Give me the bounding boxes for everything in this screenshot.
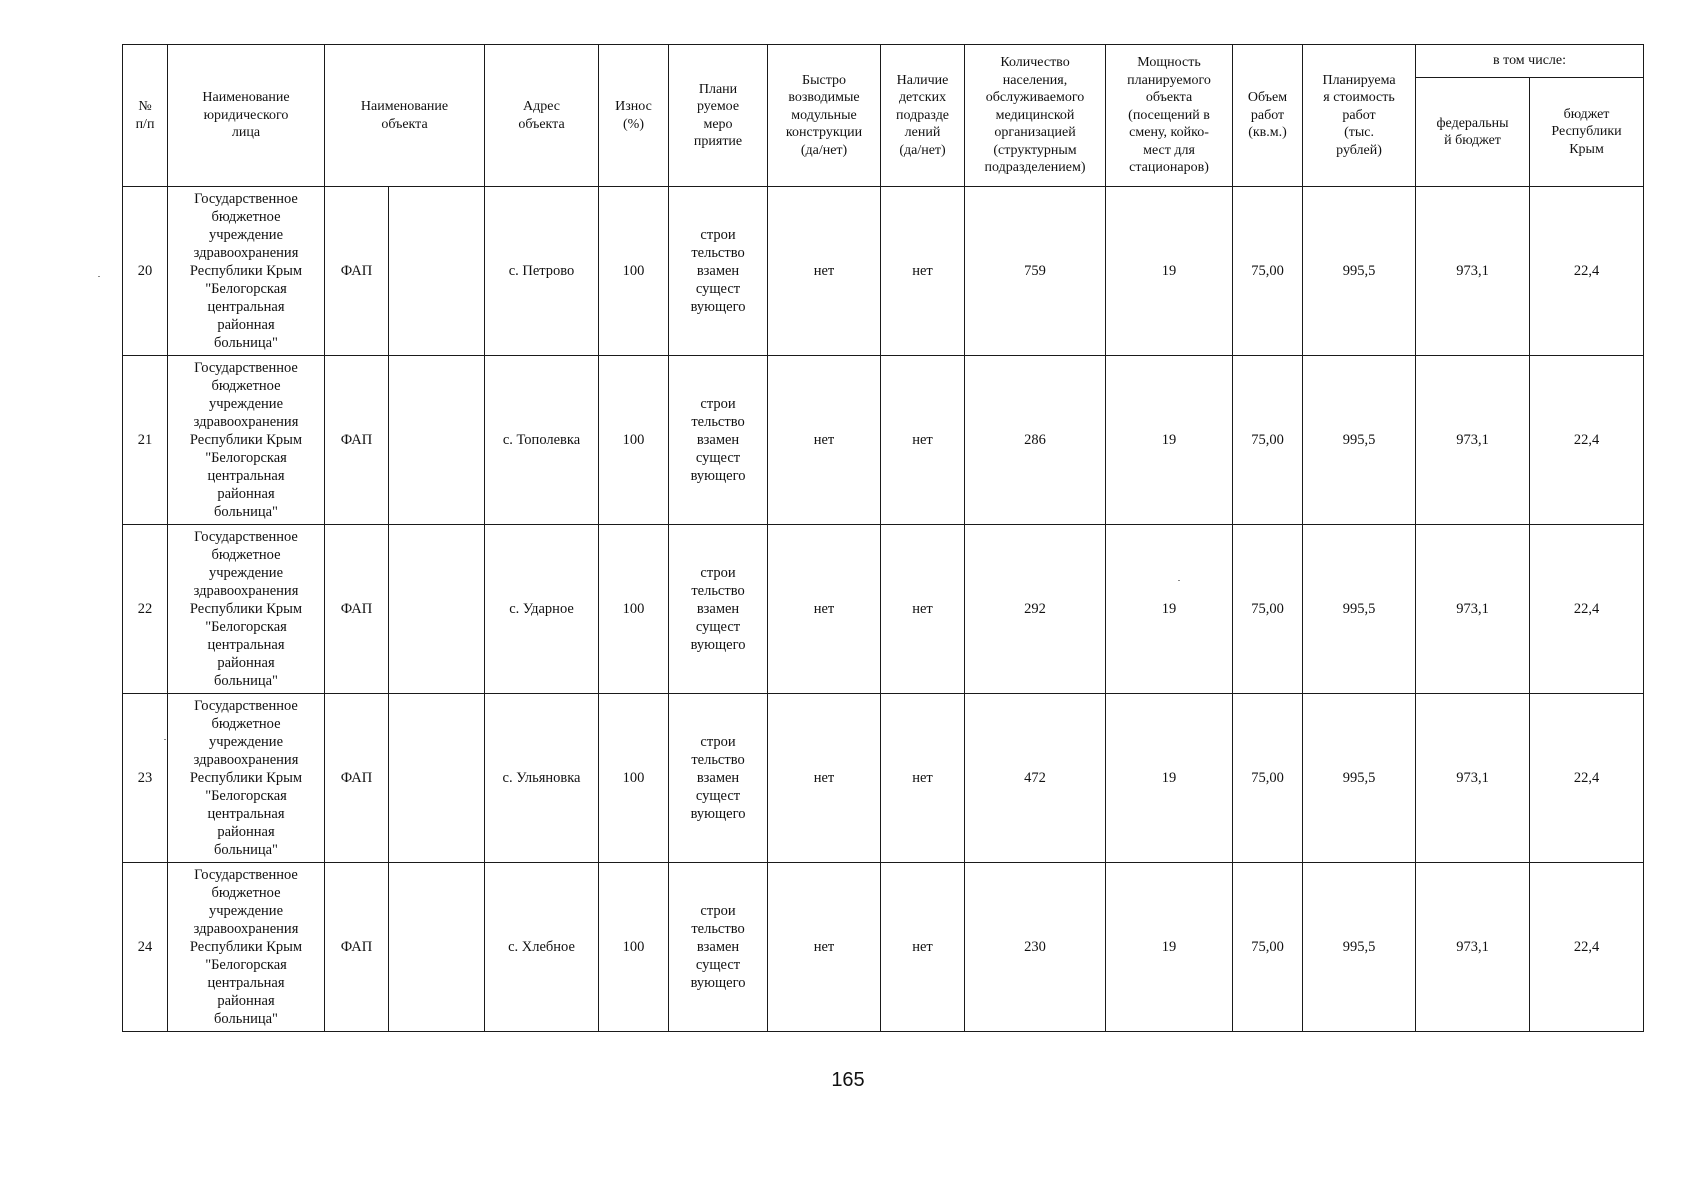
legal-entity-name: Государственное бюджетное учреждение здравоохранения Республики Крым "Белогорская центральная районная больница" <box>189 867 303 1027</box>
federal-budget-cell <box>1416 356 1530 525</box>
object-detail-cell <box>389 356 485 525</box>
header-including: в том числе: <box>1416 45 1644 78</box>
children-units-cell <box>881 694 965 863</box>
crimea-budget-cell <box>1530 187 1644 356</box>
object-type: ФАП <box>340 263 373 279</box>
row-number-cell <box>123 356 168 525</box>
object-type: ФАП <box>340 939 373 955</box>
planned-cost-cell <box>1303 187 1416 356</box>
object-type-cell <box>325 187 389 356</box>
header-population: Количество населения, обслуживаемого медицинской организацией (структурным подразделением) <box>965 45 1106 187</box>
object-address-cell <box>485 187 599 356</box>
header-measure: Плани руемое меро приятие <box>669 45 768 187</box>
planned-capacity-cell <box>1106 187 1233 356</box>
planned-cost: 995,5 <box>1342 939 1376 955</box>
header-cost: Планируема я стоимость работ (тыс. рублей) <box>1303 45 1416 187</box>
object-type-cell <box>325 694 389 863</box>
population-served: 292 <box>1024 601 1046 617</box>
federal-budget-cell <box>1416 694 1530 863</box>
page-number: 165 <box>831 1069 865 1091</box>
children-units: нет <box>912 770 933 786</box>
crimea-budget: 22,4 <box>1573 601 1600 617</box>
modular-constructions-cell <box>768 356 881 525</box>
wear-percent-cell <box>599 694 669 863</box>
header-federal: федеральны й бюджет <box>1416 78 1530 187</box>
table-row <box>123 187 1644 356</box>
planned-cost: 995,5 <box>1342 263 1376 279</box>
legal-entity-name: Государственное бюджетное учреждение здравоохранения Республики Крым "Белогорская центральная районная больница" <box>189 360 303 520</box>
work-volume-cell <box>1233 356 1303 525</box>
object-detail-cell <box>389 694 485 863</box>
federal-budget: 973,1 <box>1456 263 1489 279</box>
population-served: 286 <box>1024 432 1046 448</box>
row-number-cell <box>123 863 168 1032</box>
object-address: с. Петрово <box>508 263 575 279</box>
row-number: 21 <box>137 432 153 448</box>
work-volume-cell <box>1233 863 1303 1032</box>
planned-capacity: 19 <box>1161 770 1177 786</box>
children-units: нет <box>912 601 933 617</box>
modular-constructions: нет <box>813 601 835 617</box>
header-children: Наличие детских подразде лений (да/нет) <box>881 45 965 187</box>
object-type-cell <box>325 863 389 1032</box>
federal-budget: 973,1 <box>1456 432 1489 448</box>
population-served: 472 <box>1024 770 1046 786</box>
object-address: с. Тополевка <box>502 432 581 448</box>
header-crimea-budget: бюджет Республики Крым <box>1530 78 1644 187</box>
object-type-cell <box>325 525 389 694</box>
object-address: с. Ударное <box>509 601 574 617</box>
planned-measure-cell <box>669 863 768 1032</box>
work-volume: 75,00 <box>1251 263 1284 279</box>
scan-speck <box>164 739 166 740</box>
table-row <box>123 694 1644 863</box>
planned-capacity: 19 <box>1161 601 1177 617</box>
children-units-cell <box>881 187 965 356</box>
scan-speck <box>98 276 100 277</box>
header-modular: Быстро возводимые модульные конструкции (да/нет) <box>768 45 881 187</box>
work-volume-cell <box>1233 694 1303 863</box>
wear-percent-cell <box>599 525 669 694</box>
planned-cost: 995,5 <box>1342 432 1376 448</box>
planned-measure: строи тельство взамен сущест вующего <box>690 396 746 484</box>
crimea-budget: 22,4 <box>1573 432 1600 448</box>
header-num: № п/п <box>123 45 168 187</box>
facilities-table <box>122 44 1644 1032</box>
object-type: ФАП <box>340 770 373 786</box>
wear-percent-cell <box>599 863 669 1032</box>
wear-percent: 100 <box>622 263 645 279</box>
crimea-budget: 22,4 <box>1573 263 1600 279</box>
object-type: ФАП <box>340 601 373 617</box>
planned-capacity: 19 <box>1161 263 1177 279</box>
planned-cost: 995,5 <box>1342 601 1376 617</box>
crimea-budget-cell <box>1530 356 1644 525</box>
modular-constructions: нет <box>813 770 835 786</box>
header-legal-name: Наименование юридического лица <box>168 45 325 187</box>
planned-measure-cell <box>669 694 768 863</box>
planned-capacity-cell <box>1106 694 1233 863</box>
crimea-budget-cell <box>1530 525 1644 694</box>
work-volume-cell <box>1233 525 1303 694</box>
planned-measure-cell <box>669 356 768 525</box>
legal-entity-name-cell <box>168 356 325 525</box>
table-row <box>123 525 1644 694</box>
modular-constructions-cell <box>768 863 881 1032</box>
table-row <box>123 356 1644 525</box>
legal-entity-name-cell <box>168 694 325 863</box>
legal-entity-name: Государственное бюджетное учреждение здравоохранения Республики Крым "Белогорская центральная районная больница" <box>189 191 303 351</box>
object-detail-cell <box>389 187 485 356</box>
work-volume-cell <box>1233 187 1303 356</box>
children-units-cell <box>881 356 965 525</box>
planned-cost-cell <box>1303 356 1416 525</box>
wear-percent: 100 <box>622 601 645 617</box>
planned-cost: 995,5 <box>1342 770 1376 786</box>
federal-budget-cell <box>1416 525 1530 694</box>
population-served-cell <box>965 694 1106 863</box>
legal-entity-name-cell <box>168 187 325 356</box>
object-address: с. Хлебное <box>508 939 575 955</box>
object-address-cell <box>485 525 599 694</box>
object-address-cell <box>485 356 599 525</box>
header-volume: Объем работ (кв.м.) <box>1233 45 1303 187</box>
header-object-name: Наименование объекта <box>325 45 485 187</box>
children-units: нет <box>912 263 933 279</box>
row-number: 24 <box>137 939 153 955</box>
children-units-cell <box>881 863 965 1032</box>
crimea-budget-cell <box>1530 863 1644 1032</box>
header-capacity: Мощность планируемого объекта (посещений в смену, койко- мест для стационаров) <box>1106 45 1233 187</box>
wear-percent: 100 <box>622 770 645 786</box>
object-detail-cell <box>389 863 485 1032</box>
work-volume: 75,00 <box>1251 432 1284 448</box>
table-row <box>123 863 1644 1032</box>
planned-measure: строи тельство взамен сущест вующего <box>690 227 746 315</box>
work-volume: 75,00 <box>1251 939 1284 955</box>
planned-measure-cell <box>669 187 768 356</box>
modular-constructions: нет <box>813 263 835 279</box>
object-address: с. Ульяновка <box>502 770 581 786</box>
wear-percent-cell <box>599 187 669 356</box>
legal-entity-name: Государственное бюджетное учреждение здравоохранения Республики Крым "Белогорская центральная районная больница" <box>189 529 303 689</box>
modular-constructions-cell <box>768 525 881 694</box>
planned-measure: строи тельство взамен сущест вующего <box>690 903 746 991</box>
object-address-cell <box>485 694 599 863</box>
wear-percent: 100 <box>622 939 645 955</box>
population-served: 759 <box>1024 263 1046 279</box>
federal-budget: 973,1 <box>1456 770 1489 786</box>
federal-budget-cell <box>1416 187 1530 356</box>
row-number-cell <box>123 525 168 694</box>
work-volume: 75,00 <box>1251 601 1284 617</box>
modular-constructions: нет <box>813 939 835 955</box>
federal-budget: 973,1 <box>1456 601 1489 617</box>
scan-speck <box>1178 580 1180 581</box>
federal-budget-cell <box>1416 863 1530 1032</box>
work-volume: 75,00 <box>1251 770 1284 786</box>
crimea-budget: 22,4 <box>1573 770 1600 786</box>
row-number: 23 <box>137 770 153 786</box>
modular-constructions-cell <box>768 187 881 356</box>
planned-measure: строи тельство взамен сущест вующего <box>690 734 746 822</box>
object-type-cell <box>325 356 389 525</box>
object-detail-cell <box>389 525 485 694</box>
population-served-cell <box>965 863 1106 1032</box>
population-served-cell <box>965 187 1106 356</box>
planned-measure: строи тельство взамен сущест вующего <box>690 565 746 653</box>
row-number: 22 <box>137 601 153 617</box>
planned-cost-cell <box>1303 694 1416 863</box>
children-units: нет <box>912 939 933 955</box>
planned-cost-cell <box>1303 863 1416 1032</box>
row-number-cell <box>123 187 168 356</box>
federal-budget: 973,1 <box>1456 939 1489 955</box>
planned-cost-cell <box>1303 525 1416 694</box>
population-served-cell <box>965 356 1106 525</box>
planned-capacity-cell <box>1106 356 1233 525</box>
planned-capacity: 19 <box>1161 939 1177 955</box>
modular-constructions-cell <box>768 694 881 863</box>
crimea-budget: 22,4 <box>1573 939 1600 955</box>
planned-capacity-cell <box>1106 863 1233 1032</box>
header-address: Адрес объекта <box>485 45 599 187</box>
legal-entity-name-cell <box>168 525 325 694</box>
wear-percent-cell <box>599 356 669 525</box>
row-number-cell <box>123 694 168 863</box>
children-units: нет <box>912 432 933 448</box>
planned-measure-cell <box>669 525 768 694</box>
modular-constructions: нет <box>813 432 835 448</box>
planned-capacity-cell <box>1106 525 1233 694</box>
planned-capacity: 19 <box>1161 432 1177 448</box>
wear-percent: 100 <box>622 432 645 448</box>
row-number: 20 <box>137 263 153 279</box>
children-units-cell <box>881 525 965 694</box>
header-wear: Износ (%) <box>599 45 669 187</box>
population-served: 230 <box>1024 939 1046 955</box>
crimea-budget-cell <box>1530 694 1644 863</box>
object-address-cell <box>485 863 599 1032</box>
legal-entity-name: Государственное бюджетное учреждение здравоохранения Республики Крым "Белогорская центральная районная больница" <box>189 698 303 858</box>
legal-entity-name-cell <box>168 863 325 1032</box>
population-served-cell <box>965 525 1106 694</box>
object-type: ФАП <box>340 432 373 448</box>
